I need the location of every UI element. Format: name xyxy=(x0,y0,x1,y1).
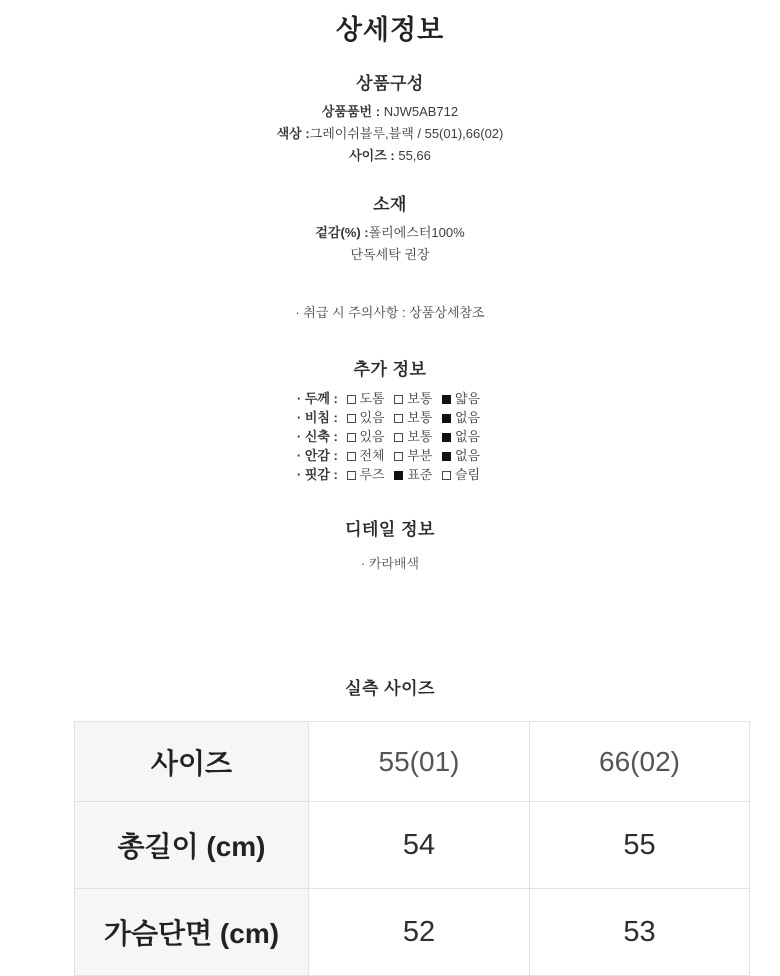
attribute-option xyxy=(442,448,480,463)
material-row-fabric xyxy=(0,222,780,244)
row-label: 상품품번 : xyxy=(321,104,381,119)
checkbox-icon xyxy=(442,395,451,404)
attribute-row-sheerness xyxy=(0,408,780,427)
option-text: 슬림 xyxy=(455,467,481,482)
table-row-total-length xyxy=(75,802,750,889)
checkbox-icon xyxy=(442,414,451,423)
option-text: 있음 xyxy=(359,410,385,425)
attribute-label: · 두께 : xyxy=(296,391,338,406)
composition-row-size xyxy=(0,145,780,167)
option-text: 루즈 xyxy=(359,467,385,482)
measurement-value-cell: 54 xyxy=(309,802,530,889)
attribute-option xyxy=(394,448,432,463)
row-label: 색상 : xyxy=(276,126,310,141)
size-table-size-55-cell: 55(01) xyxy=(309,722,530,802)
attribute-option xyxy=(347,410,385,425)
option-text: 도톰 xyxy=(359,391,385,406)
option-text: 보통 xyxy=(407,410,433,425)
option-text: 없음 xyxy=(455,410,481,425)
attribute-row-stretch xyxy=(0,427,780,446)
attribute-option xyxy=(442,429,480,444)
option-text: 부분 xyxy=(407,448,433,463)
attribute-row-lining xyxy=(0,446,780,465)
row-value: NJW5AB712 xyxy=(383,104,459,119)
checkbox-icon xyxy=(394,414,403,423)
checkbox-icon xyxy=(347,414,356,423)
size-table-header-row xyxy=(75,722,750,802)
attribute-option xyxy=(394,467,432,482)
additional-info-heading: 추가 정보 xyxy=(353,360,427,379)
attribute-option xyxy=(347,467,385,482)
attribute-label: · 신축 : xyxy=(296,429,338,444)
checkbox-icon xyxy=(442,452,451,461)
measurement-value-cell: 55 xyxy=(530,802,750,889)
measurement-value-cell: 52 xyxy=(309,889,530,976)
attribute-option xyxy=(394,429,432,444)
checkbox-icon xyxy=(442,471,451,480)
checkbox-icon xyxy=(347,433,356,442)
checkbox-icon xyxy=(442,433,451,442)
attribute-row-thickness xyxy=(0,389,780,408)
option-text: 없음 xyxy=(455,448,481,463)
attribute-option xyxy=(442,467,480,482)
table-row-chest-width xyxy=(75,889,750,976)
option-text: 전체 xyxy=(359,448,385,463)
checkbox-icon xyxy=(394,452,403,461)
measurement-label-cell: 가슴단면 (cm) xyxy=(75,889,309,976)
attribute-label: · 비침 : xyxy=(296,410,338,425)
row-value: 55,66 xyxy=(398,148,431,163)
size-chart-heading: 실측 사이즈 xyxy=(345,679,435,698)
attribute-option xyxy=(347,448,385,463)
detail-info-item: · 카라배색 xyxy=(360,556,420,571)
checkbox-icon xyxy=(394,395,403,404)
composition-rows xyxy=(0,101,780,167)
row-label: 겉감(%) : xyxy=(315,225,369,240)
attribute-option xyxy=(442,391,480,406)
row-value: 단독세탁 권장 xyxy=(350,247,430,262)
attribute-option xyxy=(347,429,385,444)
option-text: 보통 xyxy=(407,429,433,444)
checkbox-icon xyxy=(347,452,356,461)
care-note: · 취급 시 주의사항 : 상품상세참조 xyxy=(295,305,485,320)
page-title: 상세정보 xyxy=(335,15,445,45)
checkbox-icon xyxy=(394,471,403,480)
composition-row-color xyxy=(0,123,780,145)
size-table-corner-cell: 사이즈 xyxy=(75,722,309,802)
detail-info-items xyxy=(0,553,780,572)
row-value: 폴리에스터100% xyxy=(368,225,465,240)
material-rows xyxy=(0,222,780,266)
measurement-label-cell: 총길이 (cm) xyxy=(75,802,309,889)
attribute-option xyxy=(347,391,385,406)
detail-info-heading: 디테일 정보 xyxy=(345,520,435,539)
additional-info-rows xyxy=(0,389,780,484)
attribute-row-fit xyxy=(0,465,780,484)
composition-heading: 상품구성 xyxy=(356,74,424,93)
option-text: 표준 xyxy=(407,467,433,482)
material-row-wash xyxy=(0,244,780,266)
option-text: 얇음 xyxy=(455,391,481,406)
measurement-value-cell: 53 xyxy=(530,889,750,976)
attribute-label: · 핏감 : xyxy=(296,467,338,482)
option-text: 보통 xyxy=(407,391,433,406)
checkbox-icon xyxy=(394,433,403,442)
size-chart-table xyxy=(74,721,750,976)
row-label: 사이즈 : xyxy=(349,148,395,163)
composition-row-item-number xyxy=(0,101,780,123)
row-value: 그레이쉬블루,블랙 / 55(01),66(02) xyxy=(309,126,504,141)
size-table-size-66-cell: 66(02) xyxy=(530,722,750,802)
attribute-option xyxy=(442,410,480,425)
attribute-option xyxy=(394,391,432,406)
material-heading: 소재 xyxy=(373,195,407,214)
option-text: 없음 xyxy=(455,429,481,444)
attribute-label: · 안감 : xyxy=(296,448,338,463)
attribute-option xyxy=(394,410,432,425)
option-text: 있음 xyxy=(359,429,385,444)
checkbox-icon xyxy=(347,395,356,404)
checkbox-icon xyxy=(347,471,356,480)
